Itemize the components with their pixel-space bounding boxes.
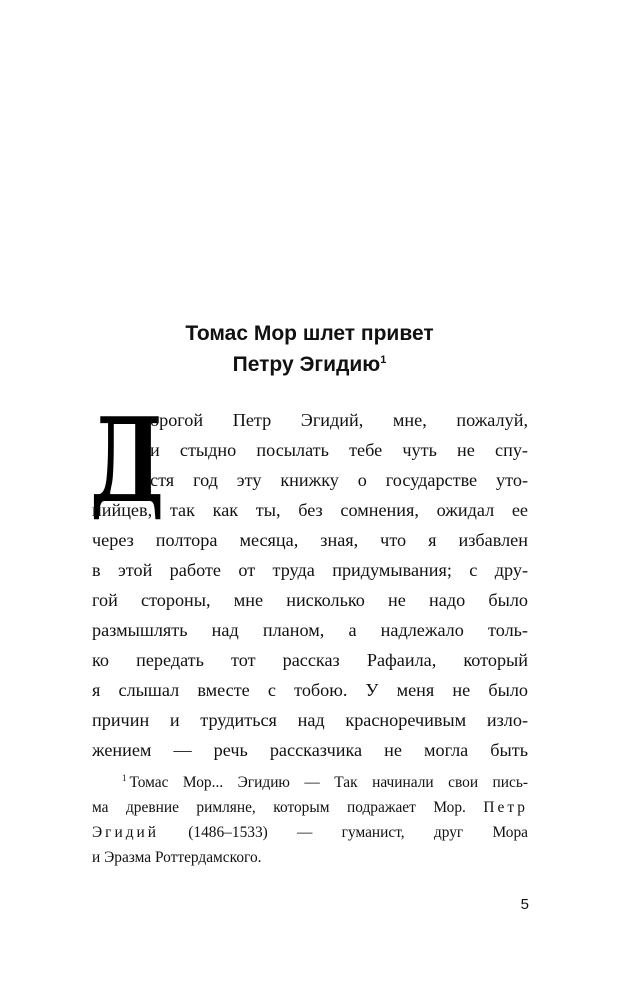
heading-line-2-text: Петру Эгидию xyxy=(232,353,381,376)
body-line: и стыдно посылать тебе чуть не спу- xyxy=(150,440,528,460)
body-line: через полтора месяца, зная, что я избавлен xyxy=(92,530,528,550)
body-line: в этой работе от труда придумывания; с дру- xyxy=(92,560,528,580)
body-line: стя год эту книжку о государстве уто- xyxy=(150,470,528,490)
footnote-line xyxy=(92,770,528,795)
body-line: я слышал вместе с тобою. У меня не было xyxy=(92,680,528,700)
body-paragraph xyxy=(90,393,528,765)
body-line: орогой Петр Эгидий, мне, пожалуй, xyxy=(150,410,528,430)
body-line: ко передать тот рассказ Рафаила, который xyxy=(92,650,528,670)
body-line: гой стороны, мне нисколько не надо было xyxy=(92,590,528,610)
drop-cap: Д xyxy=(90,393,165,529)
footnote-line xyxy=(92,795,528,820)
heading-footnote-mark[interactable]: 1 xyxy=(380,354,387,366)
footnote xyxy=(92,770,528,870)
footnote-name-spaced: Эгидий xyxy=(92,824,160,841)
body-line: причин и трудиться над красноречивым изло- xyxy=(92,710,528,730)
heading-line-1: Томас Мор шлет привет xyxy=(185,322,434,345)
footnote-line-text: Томас Мор... Эгидию — Так начинали свои пись- xyxy=(129,774,528,791)
heading-line-2 xyxy=(0,349,619,380)
page-number: 5 xyxy=(520,896,529,913)
footnote-mark: 1 xyxy=(122,772,127,783)
body-line: жением — речь рассказчика не могла быть xyxy=(92,740,528,760)
footnote-line-text: (1486–1533) — гуманист, друг Мора xyxy=(188,824,528,841)
footnote-line: и Эразма Роттердамского. xyxy=(92,849,262,866)
body-line: размышлять над планом, а надлежало толь- xyxy=(92,620,528,640)
chapter-heading xyxy=(0,318,619,380)
footnote-line-text: ма древние римляне, которым подражает Мор. xyxy=(92,799,466,816)
body-line: пийцев, так как ты, без сомнения, ожидал ее xyxy=(92,500,528,520)
footnote-name-spaced: Петр xyxy=(483,799,528,816)
footnote-line xyxy=(92,820,528,845)
